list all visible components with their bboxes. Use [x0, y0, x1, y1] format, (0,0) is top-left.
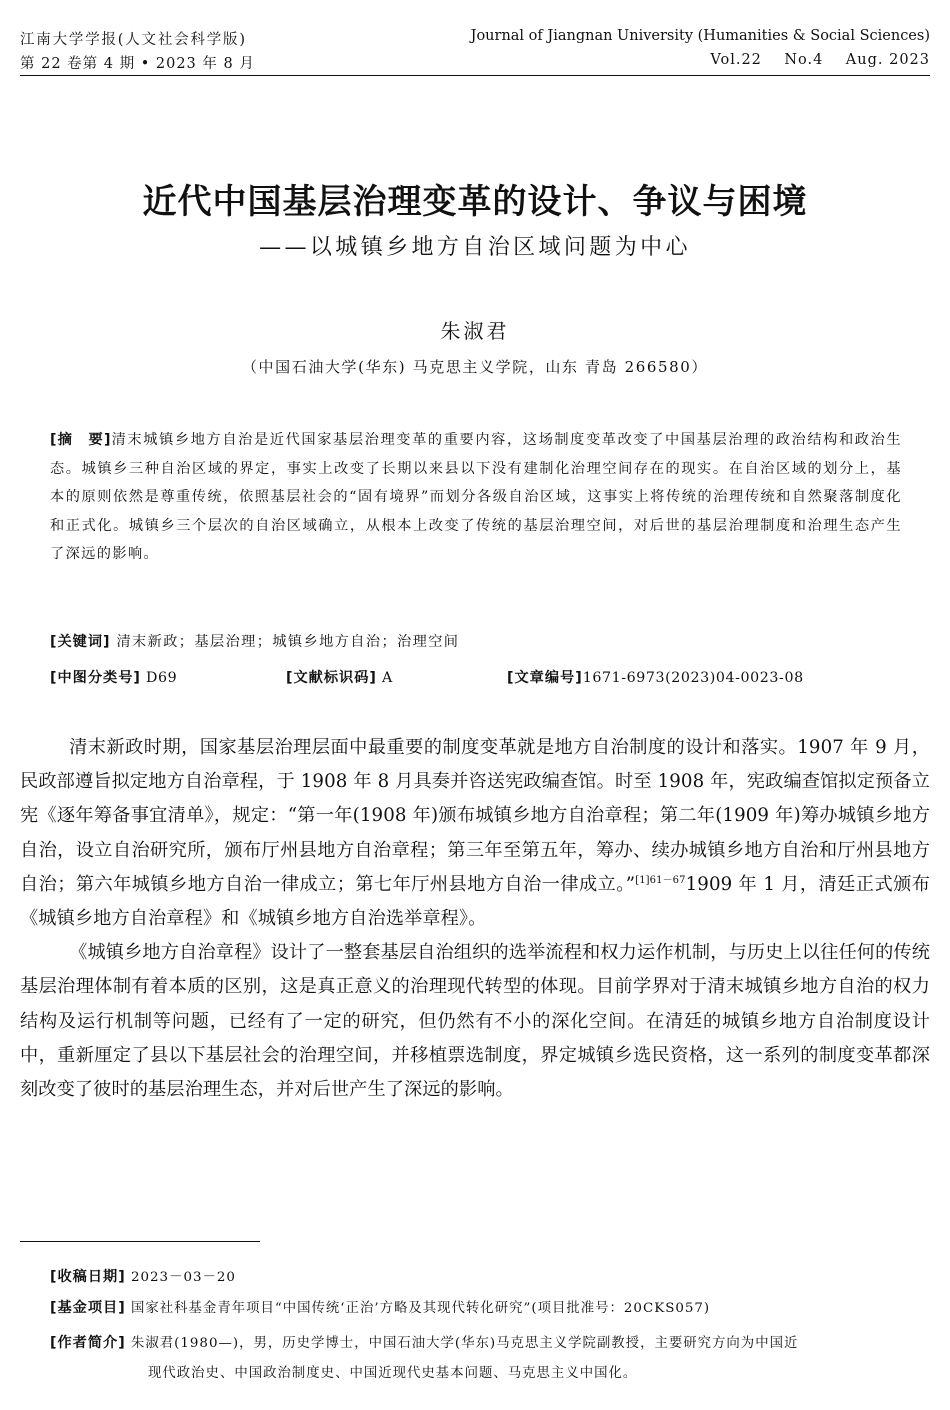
- author-bio-line1: 朱淑君(1980—)，男，历史学博士，中国石油大学(华东)马克思主义学院副教授，主要研究方向为中国近: [130, 1336, 799, 1351]
- abstract: [50, 426, 902, 569]
- journal-name-cn: 江南大学学报(人文社会科学版): [20, 32, 247, 48]
- article-number: [507, 667, 804, 687]
- document-code: [286, 667, 393, 687]
- author-bio-label: [作者简介]: [50, 1335, 126, 1351]
- footnote-received: [50, 1266, 236, 1286]
- class-number-value: D69: [146, 670, 178, 686]
- keywords-label: [关键词]: [50, 634, 111, 650]
- document-code-label: [文献标识码]: [286, 670, 377, 686]
- journal-name-en: Journal of Jiangnan University (Humanities & Social Sciences): [470, 28, 930, 44]
- body-text: [20, 731, 930, 1107]
- article-number-label: [文章编号]: [507, 670, 583, 686]
- received-label: [收稿日期]: [50, 1269, 126, 1285]
- class-number: [50, 667, 177, 687]
- body-paragraph: 清末新政时期，国家基层治理层面中最重要的制度变革就是地方自治制度的设计和落实。1907 年 9 月，民政部遵旨拟定地方自治章程，于 1908 年 8 月具奏并咨送宪政编查馆。时至 1908 年，宪政编查馆拟定预备立宪《逐年筹备事宜清单》，规定：“第一年(1908 年)颁布城镇乡地方自治章程；第二年(1909 年)筹办城镇乡地方自治，设立自治研究所，颁布厅州县地方自治章程；第三年至第五年，筹办、续办城镇乡地方自治和厅州县地方自治；第六年城镇乡地方自治一律成立；第七年厅州县地方自治一律成立。”$^{[1]61-67}$1909 年 1 月，清廷正式颁布《城镇乡地方自治章程》和《城镇乡地方自治选举章程》。: [20, 737, 930, 930]
- abstract-label: [摘 要]: [50, 432, 112, 448]
- keywords-text: 清末新政；基层治理；城镇乡地方自治；治理空间: [116, 634, 460, 650]
- fund-label: [基金项目]: [50, 1300, 126, 1316]
- author-affiliation: （中国石油大学(华东) 马克思主义学院，山东 青岛 266580）: [241, 358, 709, 376]
- received-date: 2023－03－20: [130, 1270, 236, 1285]
- document-code-value: A: [382, 670, 393, 686]
- footnote-author-bio: [50, 1328, 930, 1389]
- issue-info-en: Vol.22 No.4 Aug. 2023: [710, 52, 930, 68]
- keywords: [50, 631, 459, 651]
- footnote-fund: [50, 1297, 710, 1317]
- citation-marker: [1]61－67: [635, 874, 686, 886]
- class-number-label: [中图分类号]: [50, 670, 141, 686]
- author-bio-line2: 现代政治史、中国政治制度史、中国近现代史基本问题、马克思主义中国化。: [148, 1366, 638, 1381]
- fund-text: 国家社科基金青年项目“中国传统‘正治’方略及其现代转化研究”(项目批准号：20CKS057): [130, 1301, 711, 1316]
- article-title: 近代中国基层治理变革的设计、争议与困境: [142, 182, 808, 222]
- issue-info-cn: 第 22 卷第 4 期 • 2023 年 8 月: [20, 56, 255, 72]
- article-subtitle: ——以城镇乡地方自治区域问题为中心: [259, 235, 691, 260]
- article-number-value: 1671-6973(2023)04-0023-08: [582, 670, 804, 686]
- body-paragraph: 《城镇乡地方自治章程》设计了一整套基层自治组织的选举流程和权力运作机制，与历史上以往任何的传统基层治理体制有着本质的区别，这是真正意义的治理现代转型的体现。目前学界对于清末城镇乡地方自治的权力结构及运行机制等问题，已经有了一定的研究，但仍然有不小的深化空间。在清廷的城镇乡地方自治制度设计中，重新厘定了县以下基层社会的治理空间，并移植票选制度，界定城镇乡选民资格，这一系列的制度变革都深刻改变了彼时的基层治理生态，并对后世产生了深远的影响。: [20, 942, 930, 1101]
- header-rule: [20, 75, 930, 76]
- abstract-text: 清末城镇乡地方自治是近代国家基层治理变革的重要内容，这场制度变革改变了中国基层治理的政治结构和政治生态。城镇乡三种自治区域的界定，事实上改变了长期以来县以下没有建制化治理空间存在的现实。在自治区域的划分上，基本的原则依然是尊重传统，依照基层社会的“固有境界”而划分各级自治区域，这事实上将传统的治理传统和自然聚落制度化和正式化。城镇乡三个层次的自治区域确立，从根本上改变了传统的基层治理空间，对后世的基层治理制度和治理生态产生了深远的影响。: [50, 432, 902, 562]
- author-name: 朱淑君: [440, 319, 510, 343]
- footnote-rule: [20, 1241, 260, 1242]
